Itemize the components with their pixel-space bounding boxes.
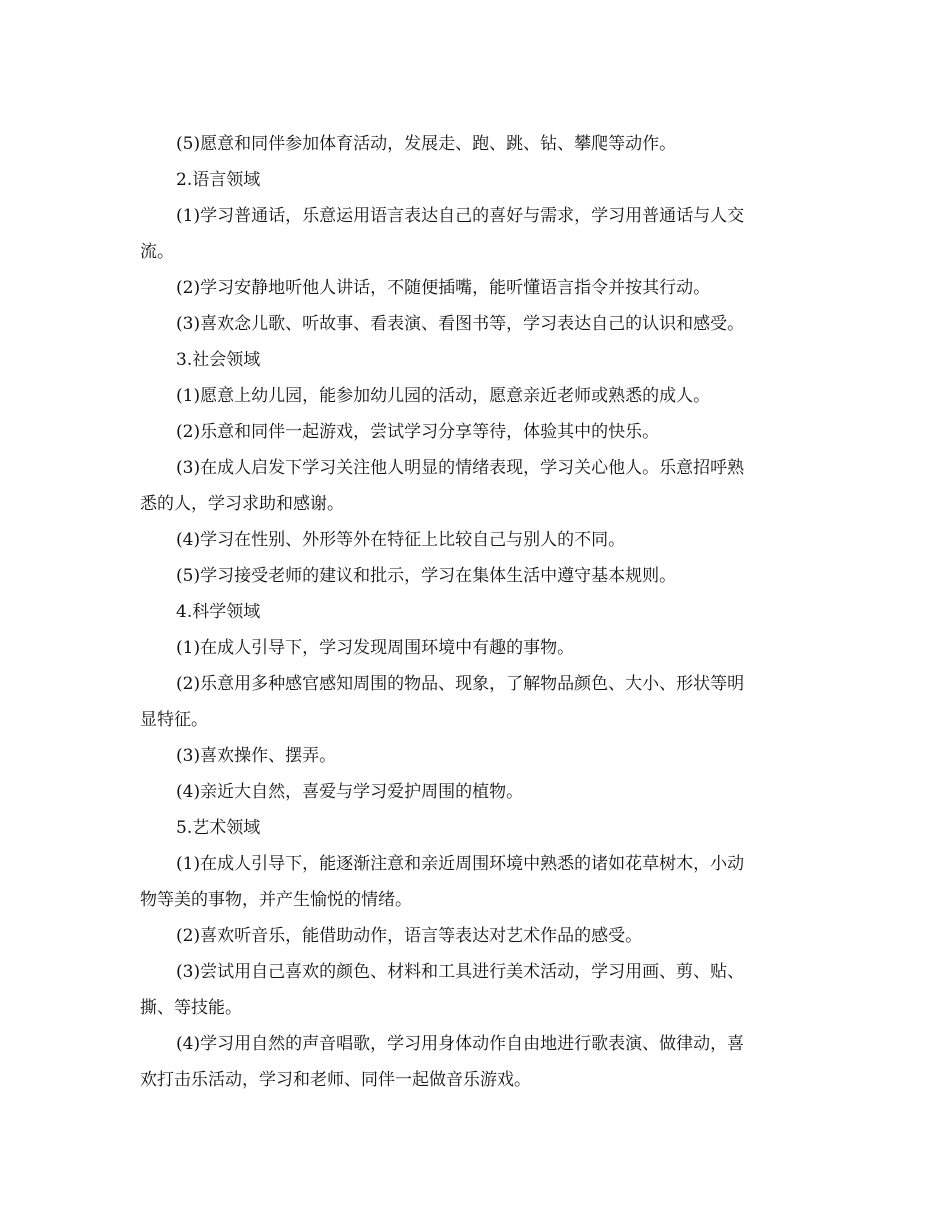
text-line: (1)在成人引导下，学习发现周围环境中有趣的事物。: [176, 638, 575, 658]
text-line: (3)在成人启发下学习关注他人明显的情绪表现，学习关心他人。乐意招呼熟: [176, 458, 745, 478]
text-line: (5)学习接受老师的建议和批示，学习在集体生活中遵守基本规则。: [176, 566, 677, 586]
section-heading-language: 2.语言领域: [176, 170, 261, 190]
text-line: (2)学习安静地听他人讲话，不随便插嘴，能听懂语言指令并按其行动。: [176, 278, 711, 298]
text-line: (5)愿意和同伴参加体育活动，发展走、跑、跳、钻、攀爬等动作。: [176, 134, 677, 154]
text-line: 撕、等技能。: [140, 998, 242, 1018]
text-line: 显特征。: [140, 710, 208, 730]
text-line: (1)学习普通话，乐意运用语言表达自己的喜好与需求，学习用普通话与人交: [176, 206, 745, 226]
text-line: (1)在成人引导下，能逐渐注意和亲近周围环境中熟悉的诸如花草树木，小动: [176, 854, 745, 874]
text-line: (2)喜欢听音乐，能借助动作，语言等表达对艺术作品的感受。: [176, 926, 643, 946]
document-body: [140, 126, 805, 1098]
text-line: (1)愿意上幼儿园，能参加幼儿园的活动，愿意亲近老师或熟悉的成人。: [176, 386, 711, 406]
text-line: (2)乐意用多种感官感知周围的物品、现象，了解物品颜色、大小、形状等明: [176, 674, 745, 694]
text-line: (3)喜欢操作、摆弄。: [176, 746, 337, 766]
text-line: 物等美的事物，并产生愉悦的情绪。: [140, 890, 412, 910]
text-line: (4)学习在性别、外形等外在特征上比较自己与别人的不同。: [176, 530, 626, 550]
text-line: (3)尝试用自己喜欢的颜色、材料和工具进行美术活动，学习用画、剪、贴、: [176, 962, 745, 982]
text-line: 悉的人，学习求助和感谢。: [140, 494, 344, 514]
section-heading-art: 5.艺术领域: [176, 818, 261, 838]
text-line: 欢打击乐活动，学习和老师、同伴一起做音乐游戏。: [140, 1070, 531, 1090]
section-heading-social: 3.社会领域: [176, 350, 261, 370]
section-heading-science: 4.科学领域: [176, 602, 261, 622]
text-line: (2)乐意和同伴一起游戏，尝试学习分享等待，体验其中的快乐。: [176, 422, 660, 442]
text-line: (4)学习用自然的声音唱歌，学习用身体动作自由地进行歌表演、做律动，喜: [176, 1034, 745, 1054]
text-line: (3)喜欢念儿歌、听故事、看表演、看图书等，学习表达自己的认识和感受。: [176, 314, 745, 334]
text-line: 流。: [140, 242, 174, 262]
text-line: (4)亲近大自然，喜爱与学习爱护周围的植物。: [176, 782, 524, 802]
